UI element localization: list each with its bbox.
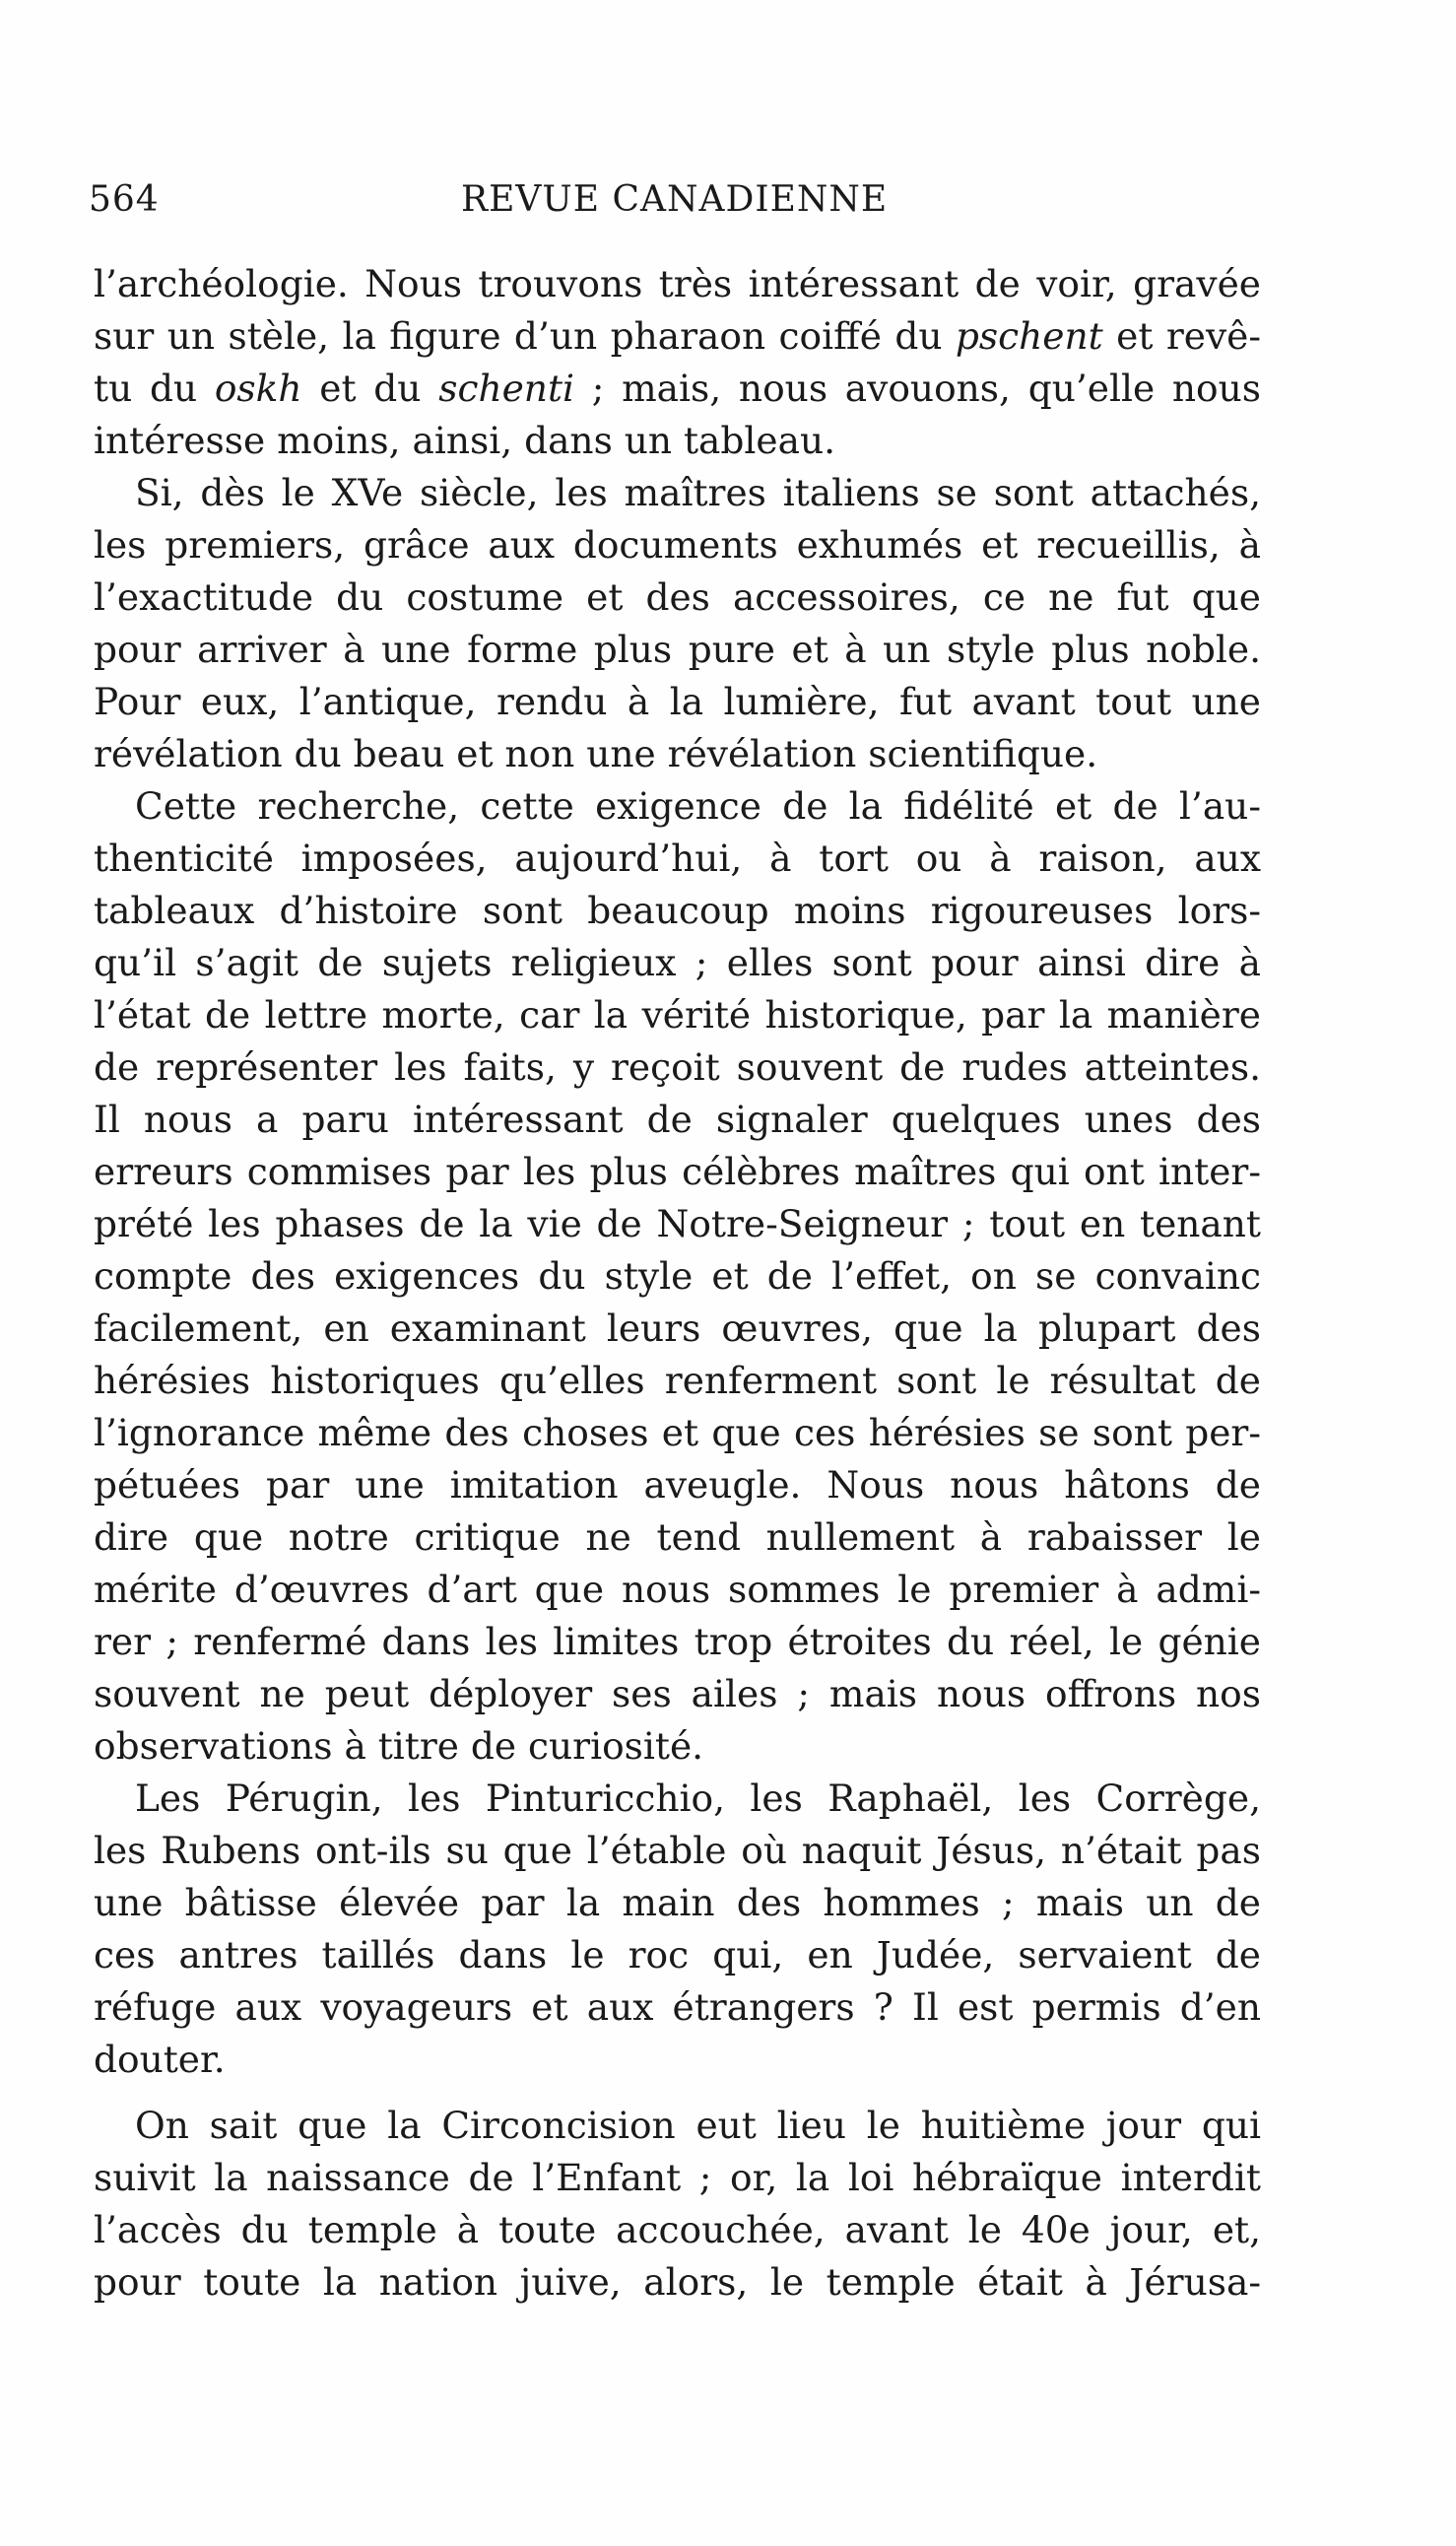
text-line [94,1407,1261,1459]
running-head [89,179,1271,238]
text-line [94,1250,1261,1303]
text-line [94,258,1261,310]
text-fragment: rer ; renfermé dans les limites trop étroites du réel, le génie [94,1620,1261,1663]
text-line [94,1616,1261,1668]
text-line [94,780,1261,833]
text-fragment: et du [301,367,439,410]
text-fragment: On sait que la Circoncision eut lieu le huitième jour qui [135,2104,1261,2147]
text-fragment: sur un stèle, la figure d’un pharaon coiffé du [94,314,956,358]
text-line [94,519,1261,571]
text-line [94,1825,1261,1877]
text-line [94,1511,1261,1564]
text-line [94,1094,1261,1146]
text-fragment: qu’il s’agit de sujets religieux ; elles sont pour ainsi dire à [94,941,1261,984]
text-line [94,2034,1261,2086]
text-fragment: Il nous a paru intéressant de signaler quelques unes des [94,1098,1261,1141]
text-fragment: et revê- [1102,314,1261,358]
text-fragment: observations à titre de curiosité. [94,1724,704,1768]
text-line [94,1303,1261,1355]
italic-term: schenti [438,367,575,410]
text-fragment: réfuge aux voyageurs et aux étrangers ? Il est permis d’en [94,1985,1261,2029]
text-line [94,571,1261,624]
text-fragment: mérite d’œuvres d’art que nous sommes le premier à admi- [94,1568,1261,1611]
text-fragment: ces antres taillés dans le roc qui, en Judée, servaient de [94,1933,1261,1976]
text-fragment: suivit la naissance de l’Enfant ; or, la loi hébraïque interdit [94,2156,1261,2199]
text-fragment: erreurs commises par les plus célèbres maîtres qui ont inter- [94,1150,1261,1193]
text-fragment: compte des exigences du style et de l’effet, on se convainc [94,1254,1261,1298]
text-fragment: facilement, en examinant leurs œuvres, que la plupart des [94,1306,1261,1350]
text-fragment: thenticité imposées, aujourd’hui, à tort ou à raison, aux [94,837,1261,880]
italic-term: oskh [214,367,302,410]
text-fragment: Les Pérugin, les Pinturicchio, les Raphaël, les Corrège, [135,1776,1261,1820]
text-fragment: de représenter les faits, y reçoit souvent de rudes atteintes. [94,1045,1261,1089]
text-fragment: une bâtisse élevée par la main des hommes ; mais un de [94,1881,1261,1924]
text-line [94,676,1261,728]
text-fragment: pour arriver à une forme plus pure et à un style plus noble. [94,628,1261,671]
text-fragment: l’exactitude du costume et des accessoires, ce ne fut que [94,575,1261,619]
text-line [94,833,1261,885]
italic-term: pschent [955,314,1103,358]
text-line [94,728,1261,780]
text-line [94,310,1261,363]
text-line [94,1564,1261,1616]
text-fragment: l’archéologie. Nous trouvons très intéressant de voir, gravée [94,262,1261,305]
text-fragment: souvent ne peut déployer ses ailes ; mais nous offrons nos [94,1672,1261,1715]
text-fragment: Pour eux, l’antique, rendu à la lumière, fut avant tout une [94,680,1261,723]
text-line [94,2100,1261,2152]
text-line [94,1041,1261,1094]
text-line [94,1773,1261,1825]
text-fragment: tu du [94,367,215,410]
journal-title: REVUE CANADIENNE [461,179,889,220]
text-fragment: les Rubens ont-ils su que l’étable où naquit Jésus, n’était pas [94,1829,1261,1872]
text-line [94,363,1261,415]
text-line [94,624,1261,676]
text-fragment: les premiers, grâce aux documents exhumés et recueillis, à [94,523,1261,567]
text-fragment: dire que notre critique ne tend nullement à rabaisser le [94,1515,1261,1559]
text-fragment: Cette recherche, cette exigence de la fidélité et de l’au- [135,784,1261,828]
text-fragment: l’état de lettre morte, car la vérité historique, par la manière [94,993,1261,1037]
text-fragment: Si, dès le XVe siècle, les maîtres italiens se sont attachés, [135,471,1261,514]
text-line [94,1668,1261,1720]
text-line [94,2204,1261,2256]
text-line [94,1355,1261,1407]
text-fragment: hérésies historiques qu’elles renferment sont le résultat de [94,1359,1261,1402]
text-line [94,467,1261,519]
text-line [94,1877,1261,1929]
text-fragment: prété les phases de la vie de Notre-Seigneur ; tout en tenant [94,1202,1261,1245]
text-line [94,1459,1261,1511]
text-fragment: tableaux d’histoire sont beaucoup moins rigoureuses lors- [94,889,1261,932]
body-text [94,258,1261,2309]
text-fragment: l’ignorance même des choses et que ces hérésies se sont per- [94,1411,1261,1454]
text-line [94,1929,1261,1981]
text-line [94,989,1261,1041]
text-line [94,937,1261,989]
text-line [94,1720,1261,1773]
text-line [94,2152,1261,2204]
text-line [94,1146,1261,1198]
page-number: 564 [89,179,160,220]
text-line [94,2256,1261,2309]
text-line [94,415,1261,467]
text-line [94,885,1261,937]
text-fragment: révélation du beau et non une révélation scientifique. [94,732,1098,775]
text-line [94,1198,1261,1250]
text-line [94,1981,1261,2034]
text-fragment: douter. [94,2038,226,2081]
text-fragment: pétuées par une imitation aveugle. Nous nous hâtons de [94,1463,1261,1507]
text-fragment: intéresse moins, ainsi, dans un tableau. [94,419,836,462]
text-fragment: l’accès du temple à toute accouchée, avant le 40e jour, et, [94,2208,1261,2251]
text-fragment: ; mais, nous avouons, qu’elle nous [574,367,1262,410]
text-fragment: pour toute la nation juive, alors, le temple était à Jérusa- [94,2260,1261,2304]
